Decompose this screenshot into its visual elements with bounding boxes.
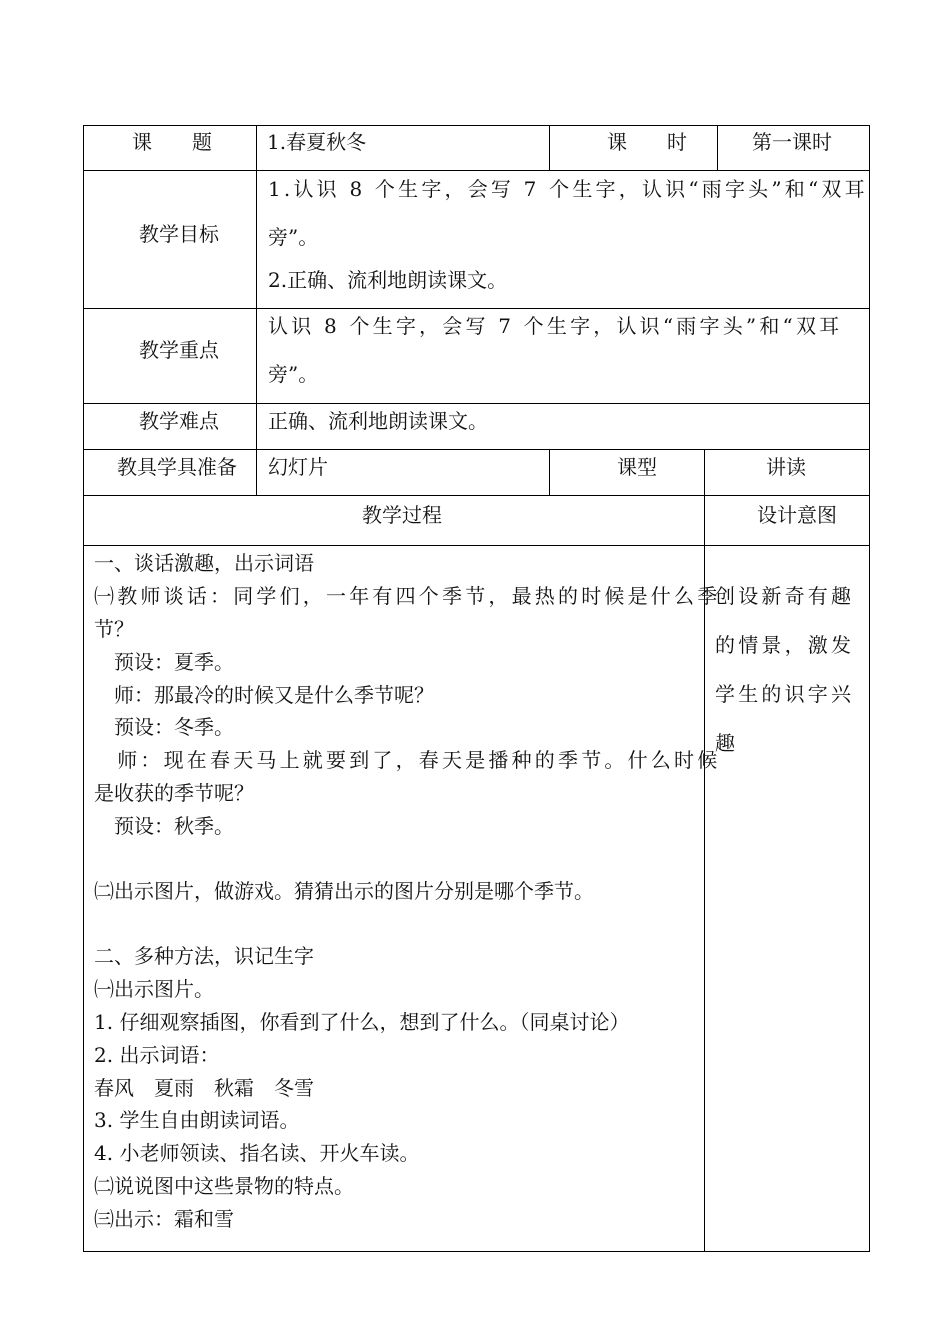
goals-line-2: 2.正确、流利地朗读课文。 (268, 268, 508, 292)
design-intent-title: 设计意图 (757, 503, 837, 527)
design-intent-line: 学生的识字兴 (715, 682, 855, 706)
difficulty-label: 教学难点 (139, 409, 219, 433)
process-title: 教学过程 (362, 503, 442, 527)
process-line: 节？ (94, 617, 134, 641)
lesson-type-label: 课型 (617, 455, 657, 479)
table-border-bottom (83, 1251, 870, 1252)
design-intent-line: 创设新奇有趣 (715, 584, 855, 608)
design-column-divider (704, 449, 705, 1252)
process-line: 预设：夏季。 (94, 650, 234, 674)
period-value: 第一课时 (752, 130, 832, 154)
process-line: 4. 小老师领读、指名读、开火车读。 (94, 1141, 420, 1165)
process-line: 春风 夏雨 秋霜 冬雪 (94, 1076, 314, 1100)
period-label-divider (549, 125, 550, 171)
process-line: ㈢出示：霜和雪 (94, 1207, 234, 1231)
goals-line-1: 1.认识 8 个生字，会写 7 个生字，认识“雨字头”和“双耳 (268, 177, 868, 201)
process-line: 师：那最冷的时候又是什么季节呢？ (94, 683, 434, 707)
goals-label: 教学目标 (139, 222, 219, 246)
key-points-line-1: 认识 8 个生字，会写 7 个生字，认识“雨字头”和“双耳 (268, 314, 843, 338)
design-intent-line: 趣 (715, 731, 735, 755)
process-line: 师：现在春天马上就要到了，春天是播种的季节。什么时候 (94, 748, 721, 772)
table-border-top (83, 125, 870, 126)
process-line: 预设：冬季。 (94, 715, 234, 739)
topic-label: 课 题 (132, 130, 212, 154)
label-column-divider (256, 125, 257, 496)
table-border-right (869, 125, 870, 1252)
period-value-divider (717, 125, 718, 171)
process-line: 一、谈话激趣，出示词语 (94, 551, 314, 575)
row-divider-3 (83, 403, 870, 404)
tools-value: 幻灯片 (268, 455, 328, 479)
process-line: 3. 学生自由朗读词语。 (94, 1108, 300, 1132)
difficulty-value: 正确、流利地朗读课文。 (268, 409, 488, 433)
process-line: ㈠出示图片。 (94, 977, 214, 1001)
key-points-line-1-cont: 旁”。 (268, 362, 319, 386)
design-intent-line: 的情景，激发 (715, 633, 855, 657)
process-line: ㈡说说图中这些景物的特点。 (94, 1174, 354, 1198)
tools-label: 教具学具准备 (117, 455, 237, 479)
table-border-left (83, 125, 84, 1252)
process-line: ㈡出示图片，做游戏。猜猜出示的图片分别是哪个季节。 (94, 879, 594, 903)
process-line: 1. 仔细观察插图，你看到了什么，想到了什么。（同桌讨论） (94, 1010, 630, 1034)
key-points-label: 教学重点 (139, 338, 219, 362)
row-divider-1 (83, 170, 870, 171)
period-label: 课 时 (607, 130, 687, 154)
row-divider-5 (83, 495, 870, 496)
row-divider-4 (83, 449, 870, 450)
goals-line-1-cont: 旁”。 (268, 225, 319, 249)
process-line: ㈠教师谈话：同学们，一年有四个季节，最热的时候是什么季 (94, 584, 721, 608)
row-divider-2 (83, 308, 870, 309)
process-line: 2. 出示词语： (94, 1043, 220, 1067)
process-line: 是收获的季节呢？ (94, 781, 254, 805)
lesson-type-value: 讲读 (766, 455, 806, 479)
type-label-divider (549, 449, 550, 496)
row-divider-6 (83, 545, 870, 546)
process-line: 二、多种方法，识记生字 (94, 944, 314, 968)
topic-value: 1.春夏秋冬 (267, 130, 367, 154)
process-line: 预设：秋季。 (94, 814, 234, 838)
